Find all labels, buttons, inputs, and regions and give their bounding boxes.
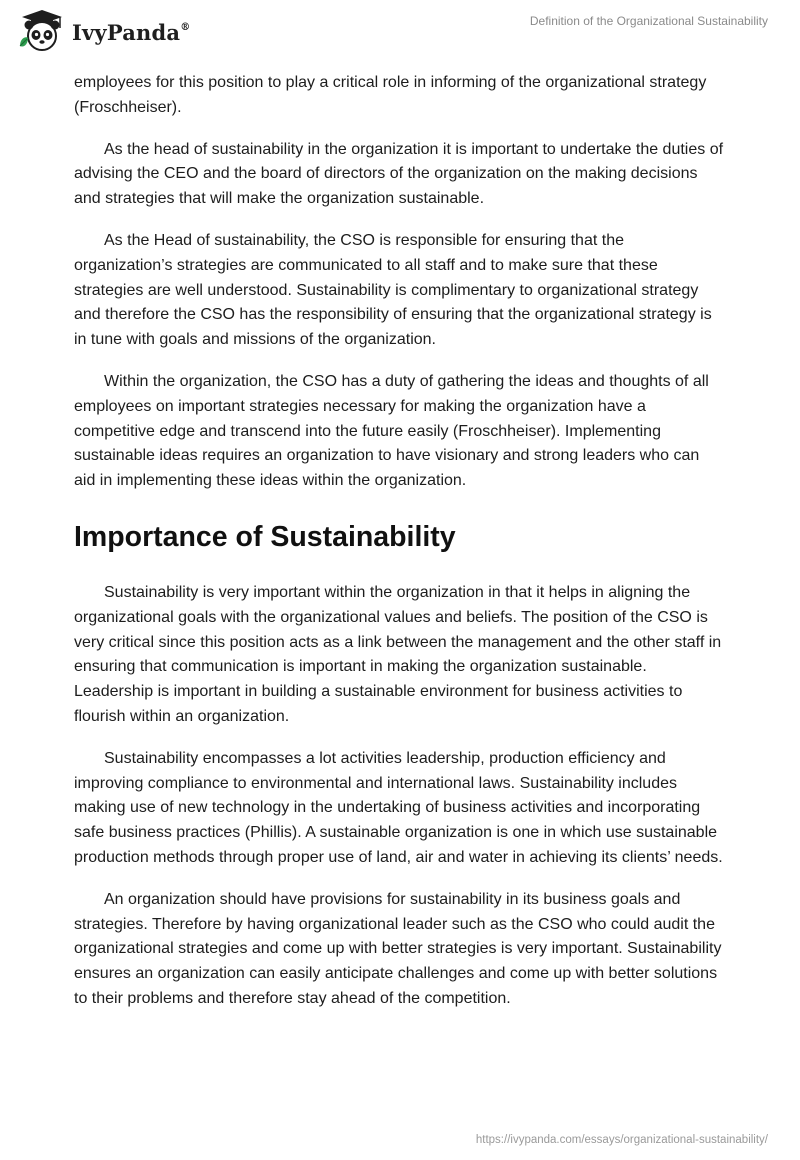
section-heading: Importance of Sustainability [74, 520, 456, 553]
page-header [0, 0, 800, 60]
paragraph: employees for this position to play a critical role in informing of the organizational strategy (Froschheiser). [74, 74, 707, 116]
brand-name: IvyPanda® [72, 20, 191, 45]
paragraph: As the head of sustainability in the organization it is important to undertake the duties of advising the CEO and the board of directors of the organization on the making decisions and strategies that will make the organization sustainable. [74, 140, 724, 208]
panda-graduate-icon [16, 8, 68, 57]
source-url[interactable]: https://ivypanda.com/essays/organizational-sustainability/ [475, 1134, 768, 1146]
essay-body [74, 71, 724, 1029]
paragraph: Within the organization, the CSO has a duty of gathering the ideas and thoughts of all employees on important strategies necessary for making the organization have a competitive edge and transcend into the future easily (Froschheiser). Implementing sustainable ideas requires an organization to have visionary and strong leaders who can aid in implementing these ideas within the organization. [74, 372, 709, 490]
document-title: Definition of the Organizational Sustainability [529, 14, 768, 28]
paragraph: As the Head of sustainability, the CSO is responsible for ensuring that the organization’s strategies are communicated to all staff and to make sure that these strategies are well understood. Sustainability is complimentary to organizational strategy and therefore the CSO has the responsibility of ensuring that the organizational strategy is in tune with goals and missions of the organization. [74, 231, 712, 349]
brand-logo[interactable] [16, 8, 190, 57]
registered-mark: ® [180, 22, 191, 33]
paragraph: Sustainability is very important within the organization in that it helps in aligning the organizational goals with the organizational values and beliefs. The position of the CSO is very critical since this position acts as a link between the management and the other staff in ensuring that communication is important in making the organization sustainable. Leadership is important in building a sustainable environment for business activities to flourish within an organization. [74, 583, 722, 725]
paragraph: Sustainability encompasses a lot activities leadership, production efficiency and improving compliance to environmental and international laws. Sustainability includes making use of new technology in the undertaking of business activities and incorporating safe business practices (Phillis). A sustainable organization is one in which use sustainable production methods through proper use of land, air and water in achieving its clients’ needs. [74, 749, 723, 866]
paragraph: An organization should have provisions for sustainability in its business goals and strategies. Therefore by having organizational leader such as the CSO who could audit the organizational strategies and come up with better strategies is very important. Sustainability ensures an organization can easily anticipate challenges and come up with better solutions to their problems and therefore stay ahead of the competition. [74, 890, 722, 1007]
